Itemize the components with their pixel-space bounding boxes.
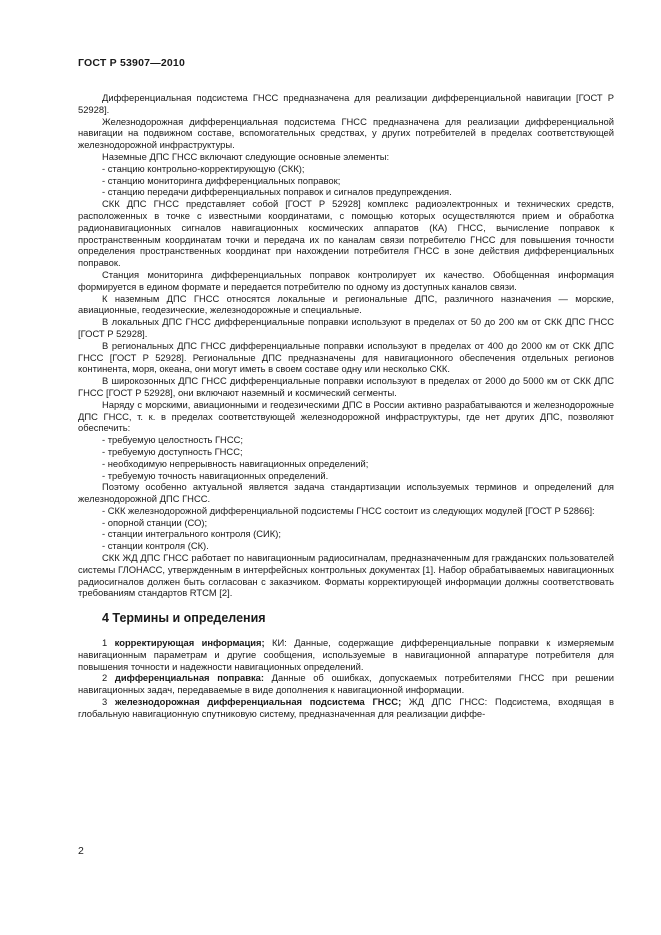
list-item: - необходимую непрерывность навигационных определений; <box>102 457 369 469</box>
list-item: - опорной станции (СО); <box>102 516 208 528</box>
paragraph: В широкозонных ДПС ГНСС дифференциальные поправки используют в пределах от 2000 до 5000 км от СКК ДПС ГНСС [ГОСТ Р 52928], они включают наземный и космический сегменты. <box>78 375 614 398</box>
term-definition <box>78 637 614 672</box>
term-name: корректирующая информация; <box>114 637 265 649</box>
term-text: КИ: Данные, содержащие дифференциальные поправки к измеряемым навигационным параметрам и другие сообщения, используемые в навигационной аппаратуре потребителя для повышения точности и надежности навигационных определений. <box>78 637 615 672</box>
paragraph: Дифференциальная подсистема ГНСС предназначена для реализации дифференциальной навигации [ГОСТ Р 52928]. <box>78 92 614 115</box>
page-number: 2 <box>78 845 84 857</box>
list-item: - станции контроля (СК). <box>102 540 209 552</box>
paragraph: СКК ДПС ГНСС представляет собой [ГОСТ Р 52928] комплекс радиоэлектронных и технических средств, расположенных в точке с известными координатами, с помощью которых осуществляются прием и обработка радионавигационных сигналов навигационных космических аппаратов (КА) ГНСС, вычисление поправок к пространственным координатам точки и передача их по каналам связи потребителю ГНСС для повышения точности определения пространственных координат при нахождении потребителя ГНСС в зоне действия дифференциальных поправок. <box>78 198 614 269</box>
paragraph: К наземным ДПС ГНСС относятся локальные и региональные ДПС, различного назначения — морские, авиационные, геодезические, железнодорожные и специальные. <box>78 292 614 316</box>
list-item: - станцию мониторинга дифференциальных поправок; <box>102 174 341 186</box>
paragraph: В региональных ДПС ГНСС дифференциальные поправки используют в пределах от 400 до 2000 км от СКК ДПС ГНСС [ГОСТ Р 52928]. Региональные ДПС предназначены для навигационного обеспечения отдельных регионов континента, моря, океана, они могут иметь в своем составе одну или несколько СКК. <box>78 339 614 375</box>
list-item: - станцию передачи дифференциальных поправок и сигналов предупреждения. <box>102 186 452 198</box>
section-title: 4 Термины и определения <box>102 611 266 626</box>
term-name: дифференциальная поправка: <box>114 672 264 684</box>
paragraph: Наряду с морскими, авиационными и геодезическими ДПС в России активно разрабатываются и железнодорожные ДПС ГНСС, т. к. в пределах соответствующей железнодорожной инфраструктуры, где нет других ДПС, позволяют обеспечить: <box>78 398 614 434</box>
list-item: - требуемую точность навигационных определений. <box>102 469 329 481</box>
term-name: железнодорожная дифференциальная подсистема ГНСС; <box>114 696 402 708</box>
list-item: - требуемую целостность ГНСС; <box>102 434 243 446</box>
term-definition <box>78 696 614 720</box>
page-header: ГОСТ Р 53907—2010 <box>78 57 186 69</box>
term-number: 3 <box>102 696 108 708</box>
term-text: Данные об ошибках, допускаемых потребителями ГНСС при решении навигационных задач, передаваемые в виде дополнения к навигационной информации. <box>78 672 614 696</box>
term-number: 2 <box>102 672 108 684</box>
paragraph: - СКК железнодорожной дифференциальной подсистемы ГНСС состоит из следующих модулей [ГОСТ Р 52866]: <box>102 504 595 516</box>
paragraph: Наземные ДПС ГНСС включают следующие основные элементы: <box>102 150 390 162</box>
term-number: 1 <box>102 637 108 649</box>
paragraph: В локальных ДПС ГНСС дифференциальные поправки используют в пределах от 50 до 200 км от СКК ДПС ГНСС [ГОСТ Р 52928]. <box>78 316 614 339</box>
list-item: - станцию контрольно-корректирующую (СКК); <box>102 162 305 174</box>
term-text: ЖД ДПС ГНСС: Подсистема, входящая в глобальную навигационную спутниковую систему, предназначенная для реализации диффе- <box>78 696 614 719</box>
paragraph: СКК ЖД ДПС ГНСС работает по навигационным радиосигналам, предназначенным для гражданских пользователей системы ГЛОНАСС, утвержденным в интерфейсных контрольных документах [1]. Набор обрабатываемых навигационных радиосигналов должен быть согласован с заказчиком. Форматы корректирующей информации должны соответствовать требованиям стандартов RTCM [2]. <box>78 552 614 599</box>
paragraph: Станция мониторинга дифференциальных поправок контролирует их качество. Обобщенная информация формируется в едином формате и передается потребителю по одному из доступных каналов связи. <box>78 268 614 292</box>
paragraph: Железнодорожная дифференциальная подсистема ГНСС предназначена для реализации дифференциальной навигации на подвижном составе, вспомогательных средствах, у других потребителей в пределах соответствующей железнодорожной инфраструктуры. <box>78 115 614 151</box>
list-item: - требуемую доступность ГНСС; <box>102 445 243 457</box>
term-definition <box>78 672 614 696</box>
paragraph: Поэтому особенно актуальной является задача стандартизации используемых терминов и определений для железнодорожной ДПС ГНСС. <box>78 481 614 505</box>
list-item: - станции интегрального контроля (СИК); <box>102 528 281 540</box>
document-body <box>78 92 614 720</box>
